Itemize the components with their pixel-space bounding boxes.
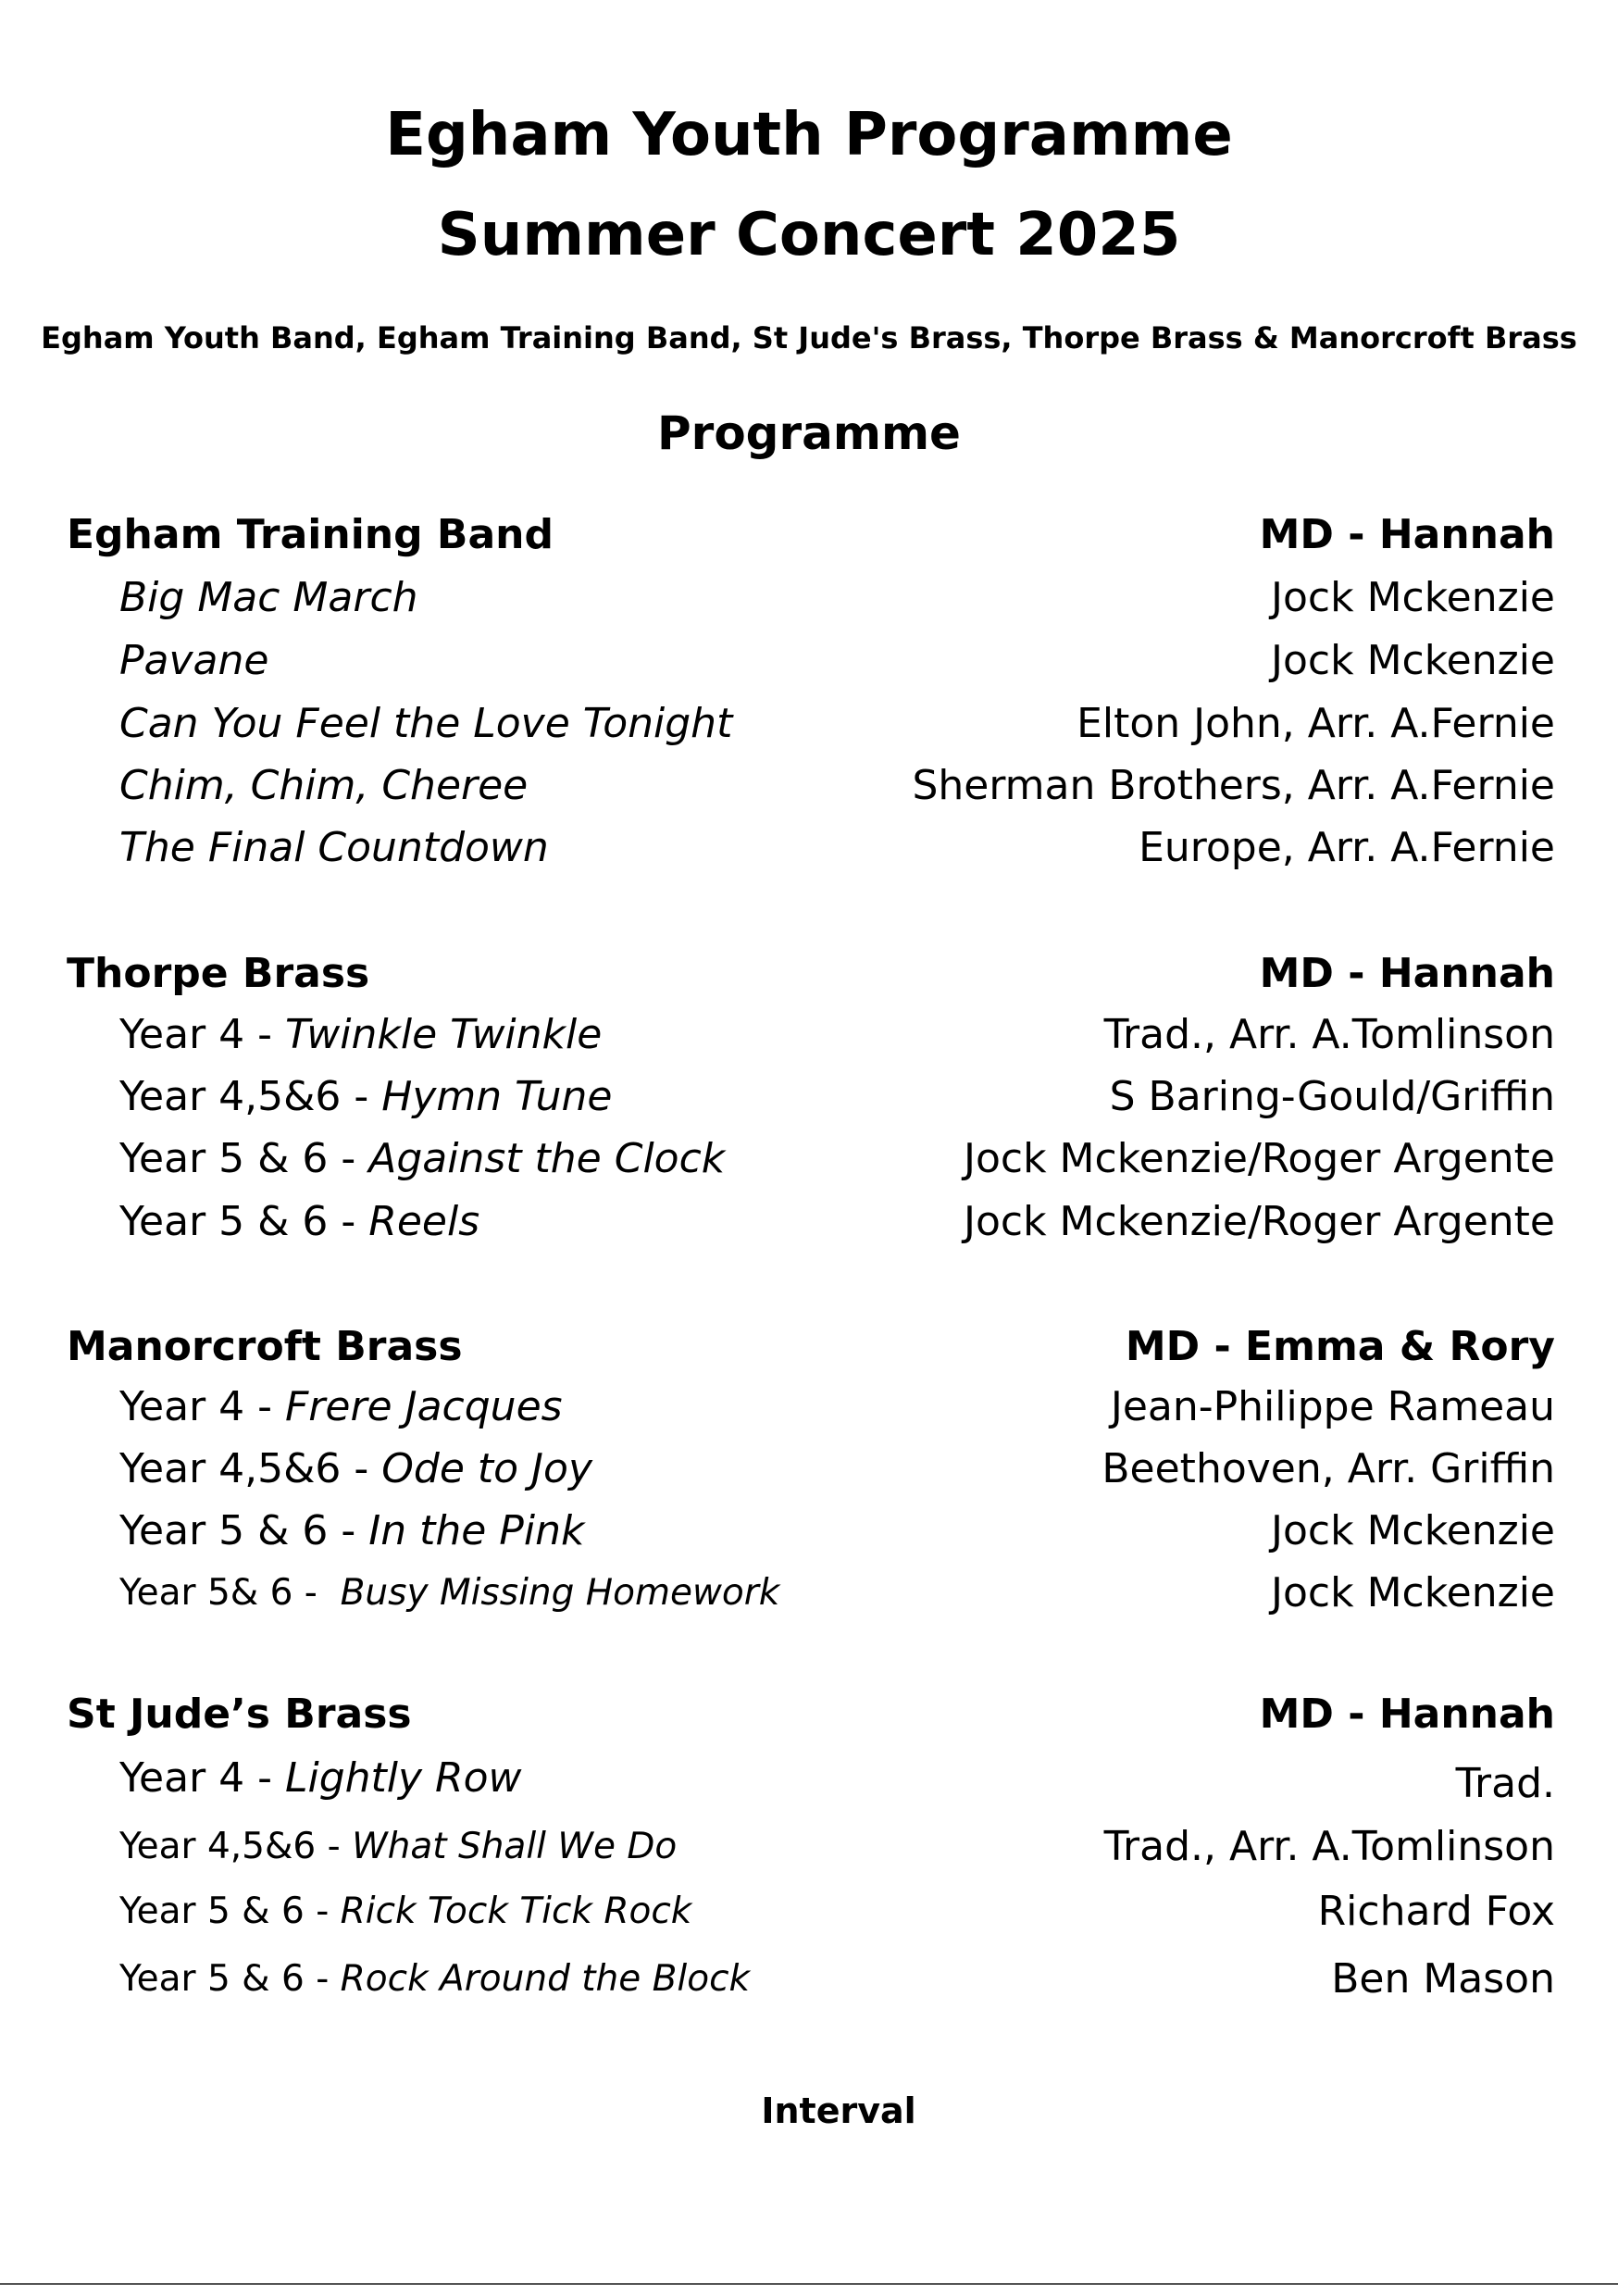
piece-prefix: Year 5 & 6 - <box>119 1890 341 1932</box>
piece-prefix: Year 5 & 6 - <box>119 1135 369 1182</box>
programme-item <box>67 1441 1555 1497</box>
piece <box>119 820 549 876</box>
piece-prefix: Year 4 - <box>119 1754 285 1802</box>
piece-title: Big Mac March <box>119 574 418 621</box>
piece <box>119 1952 750 2007</box>
band-name: Thorpe Brass <box>67 950 370 997</box>
piece <box>119 1131 725 1187</box>
programme-item <box>67 1566 1555 1621</box>
piece-prefix: Year 5 & 6 - <box>119 1958 341 2000</box>
programme-item <box>67 820 1555 876</box>
piece-title: In the Pink <box>368 1507 585 1554</box>
piece-prefix: Year 5 & 6 - <box>119 1507 369 1554</box>
piece-title: Ode to Joy <box>381 1445 592 1492</box>
piece <box>119 1007 602 1063</box>
musical-director: MD - Hannah <box>1259 511 1555 558</box>
composer: Jock Mckenzie <box>1271 1569 1555 1616</box>
piece-title: Can You Feel the Love Tonight <box>119 700 733 747</box>
piece-title: Against the Clock <box>368 1135 726 1182</box>
piece-title: What Shall We Do <box>352 1826 678 1867</box>
page-bottom-divider <box>0 2283 1618 2285</box>
piece-title: Frere Jacques <box>285 1383 563 1430</box>
composer: Trad. <box>1455 1760 1555 1807</box>
composer: S Baring-Gould/Griffin <box>1109 1073 1555 1120</box>
composer: Jock Mckenzie <box>1271 637 1555 684</box>
piece-prefix: Year 4,5&6 - <box>119 1826 353 1867</box>
composer: Ben Mason <box>1331 1955 1555 2003</box>
interval-label: Interval <box>761 2090 916 2131</box>
composer: Elton John, Arr. A.Fernie <box>1077 700 1555 747</box>
musical-director: MD - Hannah <box>1259 1691 1555 1738</box>
piece-title: The Final Countdown <box>119 824 549 871</box>
band-name: Egham Training Band <box>67 511 554 558</box>
piece <box>119 633 268 689</box>
musical-director: MD - Emma & Rory <box>1125 1323 1555 1370</box>
programme-item <box>67 1194 1555 1250</box>
composer: Beethoven, Arr. Griffin <box>1101 1445 1555 1492</box>
piece <box>119 1194 479 1250</box>
piece-prefix: Year 5& 6 - <box>119 1572 341 1614</box>
composer: Jock Mckenzie <box>1271 574 1555 621</box>
piece-prefix: Year 5 & 6 - <box>119 1198 369 1245</box>
composer: Trad., Arr. A.Tomlinson <box>1103 1823 1555 1870</box>
composer: Jock Mckenzie/Roger Argente <box>963 1198 1555 1245</box>
piece-prefix: Year 4,5&6 - <box>119 1445 382 1492</box>
composer: Jean-Philippe Rameau <box>1110 1383 1555 1430</box>
programme-item <box>67 1007 1555 1063</box>
page-title-line-1: Egham Youth Programme <box>385 101 1233 169</box>
composer: Jock Mckenzie <box>1271 1507 1555 1554</box>
programme-heading: Programme <box>657 406 961 460</box>
band-header-row <box>67 1319 1555 1375</box>
programme-item <box>67 1756 1555 1812</box>
programme-item <box>67 1952 1555 2007</box>
piece-prefix: Year 4 - <box>119 1383 285 1430</box>
band-name: St Jude’s Brass <box>67 1691 412 1738</box>
programme-item <box>67 1379 1555 1435</box>
piece-title: Reels <box>368 1198 480 1245</box>
programme-item <box>67 758 1555 814</box>
programme-item <box>67 570 1555 626</box>
piece-title: Chim, Chim, Cheree <box>119 762 529 809</box>
musical-director: MD - Hannah <box>1259 950 1555 997</box>
programme-item <box>67 1131 1555 1187</box>
piece <box>119 758 528 814</box>
band-header-row <box>67 946 1555 1002</box>
piece-title: Lightly Row <box>285 1754 522 1802</box>
piece-title: Hymn Tune <box>381 1073 613 1120</box>
piece <box>119 1069 612 1125</box>
band-header-row <box>67 507 1555 563</box>
piece <box>119 570 418 626</box>
piece-prefix: Year 4,5&6 - <box>119 1073 382 1120</box>
piece-title: Twinkle Twinkle <box>285 1011 603 1058</box>
programme-item <box>67 1884 1555 1940</box>
piece <box>119 1566 779 1621</box>
band-header-row <box>67 1687 1555 1742</box>
composer: Trad., Arr. A.Tomlinson <box>1103 1011 1555 1058</box>
composer: Sherman Brothers, Arr. A.Fernie <box>912 762 1555 809</box>
programme-item <box>67 633 1555 689</box>
piece <box>119 1819 677 1875</box>
piece <box>119 1504 584 1559</box>
programme-item <box>67 1504 1555 1559</box>
composer: Richard Fox <box>1317 1888 1555 1935</box>
piece-title: Rick Tock Tick Rock <box>340 1890 692 1932</box>
piece <box>119 1441 592 1497</box>
band-name: Manorcroft Brass <box>67 1323 463 1370</box>
programme-item <box>67 1819 1555 1875</box>
ensembles-subtitle: Egham Youth Band, Egham Training Band, St Jude's Brass, Thorpe Brass & Manorcroft Brass <box>41 320 1577 356</box>
programme-item <box>67 696 1555 752</box>
composer: Jock Mckenzie/Roger Argente <box>963 1135 1555 1182</box>
piece <box>119 1751 522 1806</box>
piece-title: Busy Missing Homework <box>340 1572 780 1614</box>
piece <box>119 696 732 752</box>
page-title-line-2: Summer Concert 2025 <box>437 201 1181 269</box>
piece-prefix: Year 4 - <box>119 1011 285 1058</box>
piece <box>119 1884 691 1940</box>
piece-title: Pavane <box>119 637 269 684</box>
piece-title: Rock Around the Block <box>340 1958 751 2000</box>
composer: Europe, Arr. A.Fernie <box>1139 824 1555 871</box>
piece <box>119 1379 563 1435</box>
programme-item <box>67 1069 1555 1125</box>
